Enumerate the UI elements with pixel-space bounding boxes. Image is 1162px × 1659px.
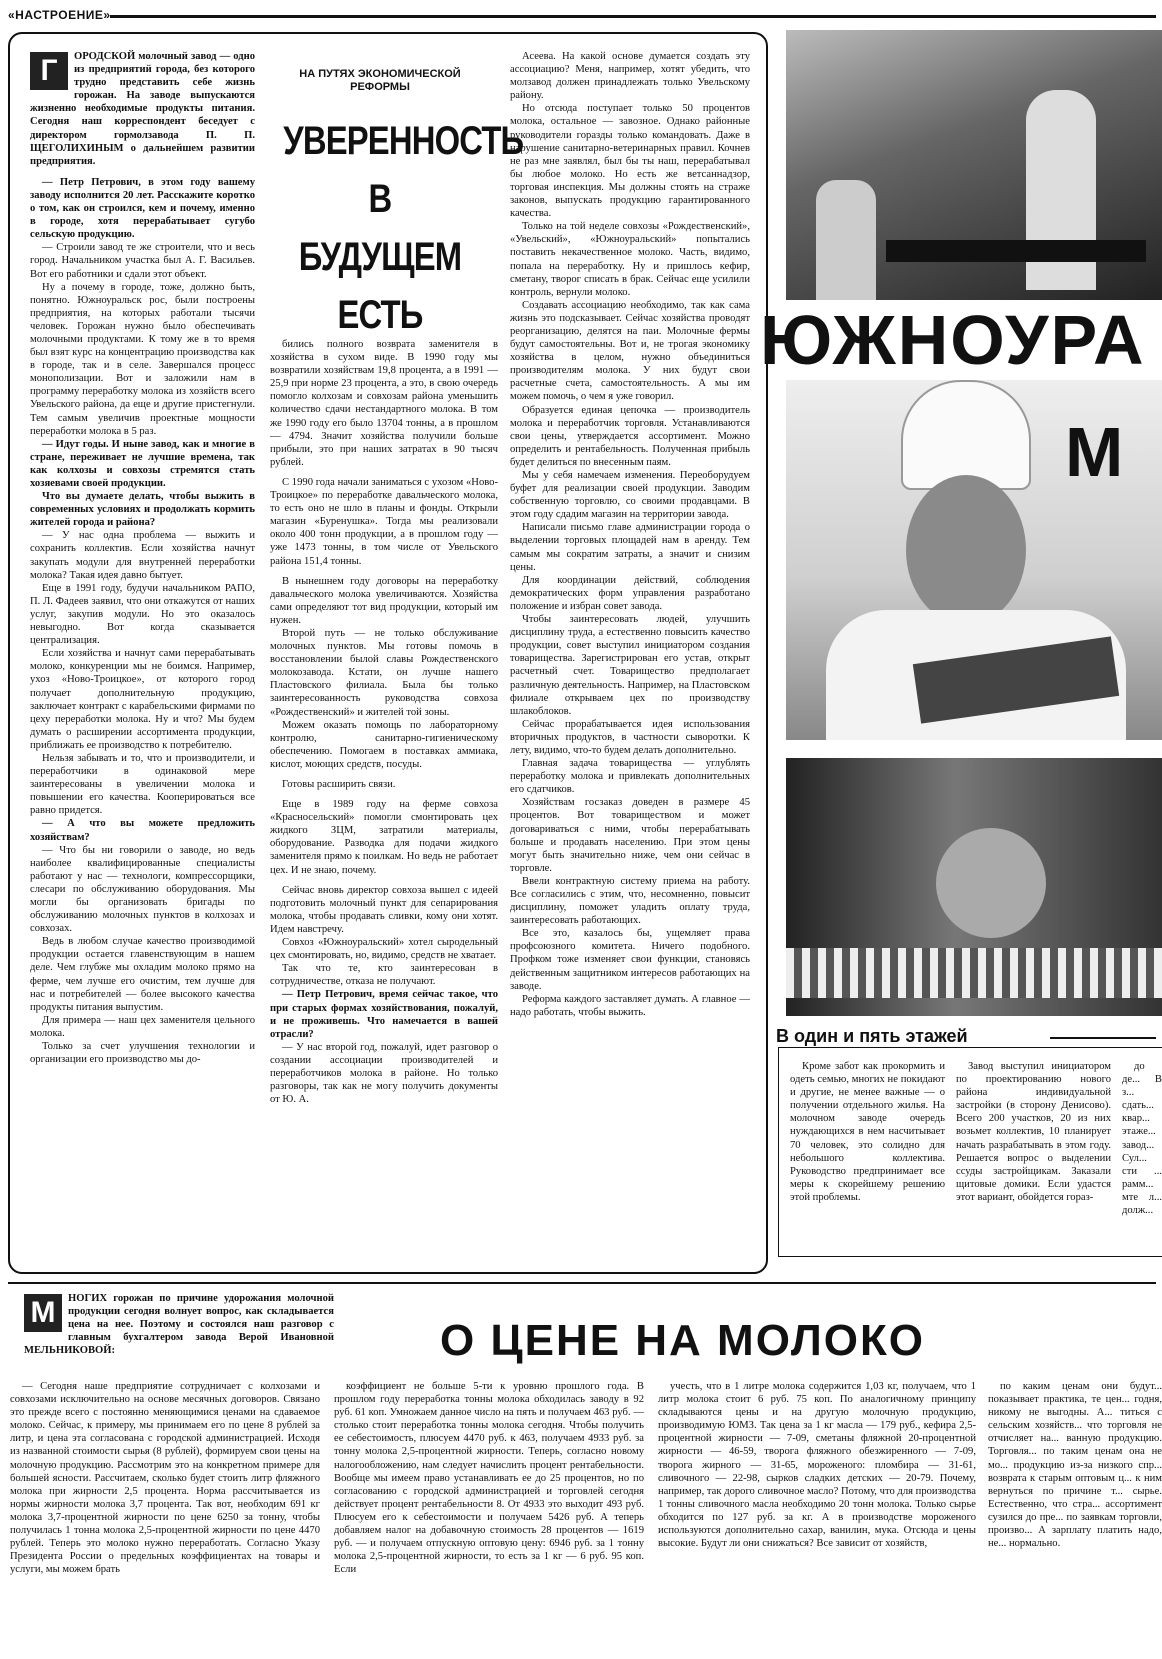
paragraph: Второй путь — не только обслуживание молочных пунктов. Мы готовы помочь в восстановлении былой славы Рождественского молокозавода. Кстати, он лучше нашего Пластовского филиала. Была бы только заинтересованность руководства совхоза «Рождественский» и жителей той зоны. xyxy=(270,627,498,718)
article1-column-1 xyxy=(30,50,255,1260)
article2-column-3: учесть, что в 1 литре молока содержится 1,03 кг, получаем, что 1 литр молока стоит 6 руб. 75 коп. По аналогичному принципу складываются цены и на другую молочную продукцию, производимую ЮМЗ. Так цена за 1 кг масла — 179 руб., кефира 2,5-процентной жирности — 7-09, сметаны фляжной 20-процентной жирности — 46-59, творога фляжного обезжиренного — 7-09, творога жирного — 31-65, мороженого: пломбира — 31-61, сливочного — 22-98, сырков сладких детских — 20-79. Почему, например, так дорого сливочное масло? Потому, что для производства 1 тонны сливочного масла необходимо 20 тонн молока. Только сырье обходится по 127 руб. за кг. А в производстве мороженого используются дополнительно сахар, ванилин, мука. Отсюда и цены высокие. Будут ли они снижаться? Все зависит от хозяйств, xyxy=(658,1381,976,1550)
paragraph: Только за счет улучшения технологии и организации его производство мы до- xyxy=(30,1041,255,1066)
paragraph: Нельзя забывать и то, что и производители, и переработчики в одинаковой мере заинтересованы в увеличении молока и повышении его качества. Кооперироваться все равно придется. xyxy=(30,752,255,817)
paragraph: Сейчас прорабатывается идея использования вторичных продуктов, в частности сыворотки. К лету, видимо, что-то будем делать дополнительно. xyxy=(510,718,750,756)
paragraph: Мы у себя намечаем изменения. Переоборудуем буфет для реализации своей продукции. Заводим собственную торговлю, со своими продавцами. В этом году сдадим магазин на территории завода. xyxy=(510,470,750,521)
paragraph: С 1990 года начали заниматься с ухозом «Ново-Троицкое» по переработке давальческого молока, то есть оно не шло в планы и фонды. Открыли магазин «Буренушка». Тогда мы реализовали около 400 тонн продукции, а в прошлом году — уже 1473 тонны, в том числе от Увельского района 151,4 тонны. xyxy=(270,476,498,567)
paragraph: Для координации действий, соблюдения демократических форм управления разработано положение и избран совет завода. xyxy=(510,574,750,612)
paragraph: — Идут годы. И ныне завод, как и многие в стране, переживает не лучшие времена, так как колхозы и совхозы стремятся стать хозяевами своей продукции. xyxy=(30,438,255,489)
rubric-rule xyxy=(110,15,1156,18)
paragraph: — Строили завод те же строители, что и весь город. Начальником участка был А. Г. Васильев. Вот его работники и сдали этот объект. xyxy=(30,242,255,280)
article2-column-1: — Сегодня наше предприятие сотрудничает с колхозами и совхозами исключительно на основе месячных договоров. Связано это прежде всего с постоянно меняющимися ценами на сдаваемое молоко. Сейчас, к примеру, мы принимаем его по цене 8 рублей за литр, и цена эта согласована с городской администрацией. Исходя из названной стоимости сырья (8 рублей), формируем свои цены на молочную продукцию. Рассмотрим это на конкретном примере для большей ясности. Рассчитаем, сколько будет стоить литр фляжного молока при жирности 2,5 процента. Норма рассчитывается из нормы жирности молока 3,7 процента. Так вот, необходим 691 кг молока 3,7-процентной жирности по цене 6250 за тонну, чтобы получилась 1 тонна молока 2,5-процентной жирности по цене 4470 рублей. Теперь это молоко нужно переработать. Согласно Указу Президента России о предельных коэффициентах на товары и услуги, мы можем брать xyxy=(10,1381,320,1576)
article1-kicker: НА ПУТЯХ ЭКОНОМИЧЕСКОЙ РЕФОРМЫ xyxy=(299,68,461,93)
photo-bottling-line xyxy=(786,758,1162,1016)
article1-headline xyxy=(283,112,524,344)
paragraph: В нынешнем году договоры на переработку давальческого молока увеличиваются. Хозяйства сами определяют тот вид продукции, который им нужен. xyxy=(270,575,498,626)
headline-line-3: ЕСТЬ xyxy=(337,293,423,337)
paragraph: — У нас одна проблема — выжить и сохранить коллектив. Если хозяйства начнут закупать модули для внутренней переработки молока? Такая идея давно бытует. xyxy=(30,530,255,581)
sidebar-column-1: Кроме забот как прокормить и одеть семью, многих не покидают и другие, не менее важные — о получении отдельного жилья. На молочном заводе очередь нуждающихся в нем насчитывает 70 человек, это солидно для небольшого коллектива. Руководство предпринимает все меры к скорейшему решению этой проблемы. xyxy=(790,1061,945,1203)
paragraph: — Петр Петрович, время сейчас такое, что при старых формах хозяйствования, пожалуй, и не проживешь. Что намечается в вашей отрасли? xyxy=(270,989,498,1040)
paragraph: Еще в 1989 году на ферме совхоза «Красносельский» помогли смонтировать цех жидкого ЗЦМ, затратили материалы, оборудование. Разводка для подачи жидкого заменителя прямо к поилкам. Но ведь не работает цех. И не знаю, почему. xyxy=(270,799,498,876)
photo-factory-workers xyxy=(786,30,1162,300)
paragraph: Сейчас вновь директор совхоза вышел с идеей подготовить молочный пункт для сепарирования молока, чтобы продавать сливки, кому они хотят. Идем навстречу. xyxy=(270,884,498,935)
article2-lead: НОГИХ горожан по причине удорожания молочной продукции сегодня волнует вопрос, как складывается цена на нее. Поэтому и состоялся наш разговор с главным бухгалтером завода Верой Ивановной МЕЛЬНИКОВОЙ: xyxy=(24,1293,334,1357)
drop-cap-2: М xyxy=(24,1294,62,1332)
paragraph: Ну а почему в городе, тоже, должно быть, понятно. Южноуральск рос, были построены предприятия, на которых работали тысячи человек. Горожан нужно было обеспечивать молочными продуктами. К тому же в то время был взят курс на концентрацию производства как в городе, так и в селе. Завершался процесс монополизации. Вот и заложили нам в программу переработку молока из хозяйств всего Увельского района, да еще и другие пристегнули. Тем самым увеличив проектные мощности переработки молока в 5 раз. xyxy=(30,281,255,437)
paragraph: Реформа каждого заставляет думать. А главное — надо работать, чтобы выжить. xyxy=(510,993,750,1018)
rubric-label: «НАСТРОЕНИЕ» xyxy=(8,8,111,22)
article1-column-1-body xyxy=(30,176,255,1066)
sidebar-column-3: до де... В з... сдать... квар... этаже... завод... Сул... сти ... рамм... мте л... долж... xyxy=(1122,1061,1162,1217)
article2-column-2: коэффициент не больше 5-ти к уровню прошлого года. В прошлом году переработка тонны молока обходилась заводу в 92 руб. 61 коп. Умножаем данное число на пять и получаем 463 руб. — столько стоит переработка тонны молока сегодня. Чтобы получить ее себестоимость, плюсуем 4470 руб. к 463, получаем 4933 руб. за тонну молока 2,5-процентной жирности. Теперь, согласно новому налогообложению, нам следует начислить процент рентабельности. Вообще мы имеем право устанавливать ее до 25 процентов, но по согласованию с городской администрацией и торговлей сегодня действует процент рентабельности 8. От 4933 это выходит 493 руб. Плюсуем его к себестоимости и получаем 5426 руб. А теперь добавляем налог на добавочную стоимость 28 процентов — 1619 руб. — и получаем отпускную оптовую цену: 6946 руб. за 1 тонну молока 2,5-процентной жирности, то есть за 1 кг — 6 руб. 95 коп. Если xyxy=(334,1381,644,1576)
article1-column-2 xyxy=(270,338,498,1260)
paragraph: Все это, казалось бы, ущемляет права профсоюзного комитета. Ничего подобного. Профком тоже изменяет свои функции, становясь действенным защитником интересов работающих на заводе. xyxy=(510,928,750,992)
paragraph: Но отсюда поступает только 50 процентов молока, остальное — завозное. Однако районные руководители горазды только командовать. Даже в нарушение санитарно-ветеринарных правил. Кочнев не раз мне заявлял, был бы ты наш, перерабатывал бы любое молоко. Но есть же ветсаннадзор, торговая инспекция. Мы должны стоять на страже законов, выпускать продукцию гарантированного качества. xyxy=(510,103,750,220)
paragraph: Создавать ассоциацию необходимо, так как сама жизнь это подсказывает. Сейчас хозяйства проводят реорганизацию, делятся на паи. Молочные фермы будут самостоятельны. Вот и, не трогая экономику хозяйства в целом, нужно объединиться производителям молока. У них будут свои расчетные счета, самостоятельность. А мы им можем помочь, о чем я уже говорил. xyxy=(510,299,750,403)
sidebar-column-2: Завод выступил инициатором по проектированию нового района индивидуальной застройки (в сторону Денисово). Всего 200 участков, 20 из них возьмет коллектив, 10 планирует начать разрабатывать в этом году. Решается вопрос о выделении ссуды застройщикам. Заказали щитовые домики. Если удастся этот вариант, обойдется горaз- xyxy=(956,1061,1111,1203)
drop-cap: Г xyxy=(30,52,68,90)
sidebar-heading: В один и пять этажей xyxy=(776,1026,968,1046)
photo-title-2: М xyxy=(1065,413,1124,491)
article1-lead: ОРОДСКОЙ молочный завод — одно из предприятий города, без которого трудно представить себе жизнь горожан. На заводе выпускаются жизненно необходимые продукты питания. Сегодня наш корреспондент беседует с директором гормолзавода П. П. ЩЕГОЛИХИНЫМ о дальнейшем развитии предприятия. xyxy=(30,51,255,167)
paragraph: — А что вы можете предложить хозяйствам? xyxy=(30,818,255,843)
photo-title-1: ЮЖНОУРА xyxy=(760,301,1146,379)
paragraph: Что вы думаете делать, чтобы выжить в современных условиях и продолжать кормить жителей города и района? xyxy=(30,491,255,529)
sidebar-rule xyxy=(1050,1037,1156,1039)
paragraph: бились полного возврата заменителя в хозяйства в сухом виде. В 1990 году мы возвратили хозяйствам 19,8 процента, а в 1991 — 25,9 при норме 23 процента, а это, в свою очередь помогло колхозам и совхозам района уменьшить количество сдачи нестандартного молока. В том же 1990 году его было 13704 тонны, а в прошлом — 4794. Значит хозяйства получили больше прибыли, это при наших затратах в 90 тысяч рублей. xyxy=(270,339,498,468)
headline-line-2: В БУДУЩЕМ xyxy=(298,177,462,279)
paragraph: Ввели контрактную систему приема на работу. Все согласились с этим, что, несомненно, повысит дисциплину, поможет уладить оплату труда, заинтересовать работающих. xyxy=(510,875,750,927)
paragraph: Для примера — наш цех заменителя цельного молока. xyxy=(30,1014,255,1039)
article1-column-3 xyxy=(510,50,750,1260)
section-divider xyxy=(8,1282,1156,1284)
paragraph: — Что бы ни говорили о заводе, но ведь наиболее квалифицированные специалисты работают у нас — технологи, компрессорщики, слесари по обслуживанию оборудования. Мы могли бы организовать бригады по обслуживанию молочных пунктов в колхозах и совхозах. xyxy=(30,844,255,935)
article2-column-4: по каким ценам они будут... показывает практика, те цен... годня, никому не выгодны. А... титься с сельским хозяйств... что торговля не отчисляет на... ванную продукцию. Торговля... по таким ценам она не мо... продукцию из-за низкого спр... возврата к старым оптовым ц... к ним вернуться по причине т... сырье. Естественно, что стра... ассортимент сузился до пре... по заявкам торговли, произво... А зарплату платить надо, не... нормально. xyxy=(988,1381,1162,1550)
paragraph: Можем оказать помощь по лабораторному контролю, санитарно-гигиеническому обеспечению. Помогаем в поставках аммиака, кислот, моющих средств, посуды. xyxy=(270,719,498,770)
paragraph: Чтобы заинтересовать людей, улучшить дисциплину труда, а естественно повысить качество продукции, совет выступил инициатором создания товарищества. Зарегистрирован его устав, открыт расчетный счет. Товарищество предполагает различную деятельность. Например, на Пластовском филиале открываем цех по производству шлакоблоков. xyxy=(510,614,750,717)
paragraph: Асеева. На какой основе думается создать эту ассоциацию? Меня, например, хотят убедить, что молзавод должен принадлежать только Увельскому району. xyxy=(510,51,750,102)
paragraph: — У нас второй год, пожалуй, идет разговор о создании ассоциации производителей и переработчиков молока в районе. Но только разговоры, так как не могу получить документы от Ю. А. xyxy=(270,1041,498,1106)
paragraph: Хозяйствам госзаказ доведен в размере 45 процентов. Вот товариществом и может договариваться с ними, чтобы перерабатывать больше и продавать населению. При этом цены могут быть значительно ниже, чем они сейчас в торговле. xyxy=(510,797,750,874)
article2-title: О ЦЕНЕ НА МОЛОКО xyxy=(440,1316,926,1365)
paragraph: Написали письмо главе администрации города о выделении торговых площадей нам в аренду. Тем самым мы сократим затраты, а значит и снизим цены. xyxy=(510,522,750,573)
paragraph: Образуется единая цепочка — производитель молока и переработчик торговля. Устанавливаются свои цены, утверждается ассортимент. Можно определить и рентабельность. Полученная прибыль будет делиться по внесенным паям. xyxy=(510,404,750,468)
paragraph: Так что те, кто заинтересован в сотрудничестве, отказа не получают. xyxy=(270,963,498,988)
headline-line-1: УВЕРЕННОСТЬ xyxy=(283,119,524,163)
paragraph: — Петр Петрович, в этом году вашему заводу исполнится 20 лет. Расскажите коротко о том, как он строился, кем и почему, именно в городе, хотя перерабатывает сугубо сельскую продукцию. xyxy=(30,176,255,241)
paragraph: Главная задача товарищества — углублять переработку молока и привлекать дополнительных его сдатчиков. xyxy=(510,758,750,796)
paragraph: Совхоз «Южноуральский» хотел сыродельный цех смонтировать, но, видимо, средств не хватает. xyxy=(270,937,498,962)
paragraph: Ведь в любом случае качество производимой продукции остается главенствующим в нашем деле. Чем глубже мы охладим молоко прямо на ферме, чем лучше его очистим, тем лучше для нас и потребителей — более высокого качества продукты питания выпустим. xyxy=(30,936,255,1013)
paragraph: Только на той неделе совхозы «Рождественский», «Увельский», «Южноуральский» попытались поставить некачественное молоко. Часть, видимо, попала на переработку. Ну и пришлось кефир, сметану, творог списать в брак. Сейчас еще усилили контроль, вернули молоко. xyxy=(510,221,750,298)
paragraph: Если хозяйства и начнут сами перерабатывать молоко, конкуренции мы не боимся. Например, ухоз «Ново-Троицкое», от которого город получает дополнительную продукцию, заключает контракт с карабельскими фирмами по цеху переработки молока. Ну и что? Мы будем думать о расширении ассортимента продукции, приближать ее производство к потребителю. xyxy=(30,648,255,751)
article2-lead-block xyxy=(24,1292,334,1372)
paragraph: Еще в 1991 году, будучи начальником РАПО, П. Л. Фадеев заявил, что они откажутся от наших услуг, закупив модули. Но это оказалось невыгодно. Вот когда сказывается централизация. xyxy=(30,582,255,647)
paragraph: Готовы расширить связи. xyxy=(282,779,396,790)
